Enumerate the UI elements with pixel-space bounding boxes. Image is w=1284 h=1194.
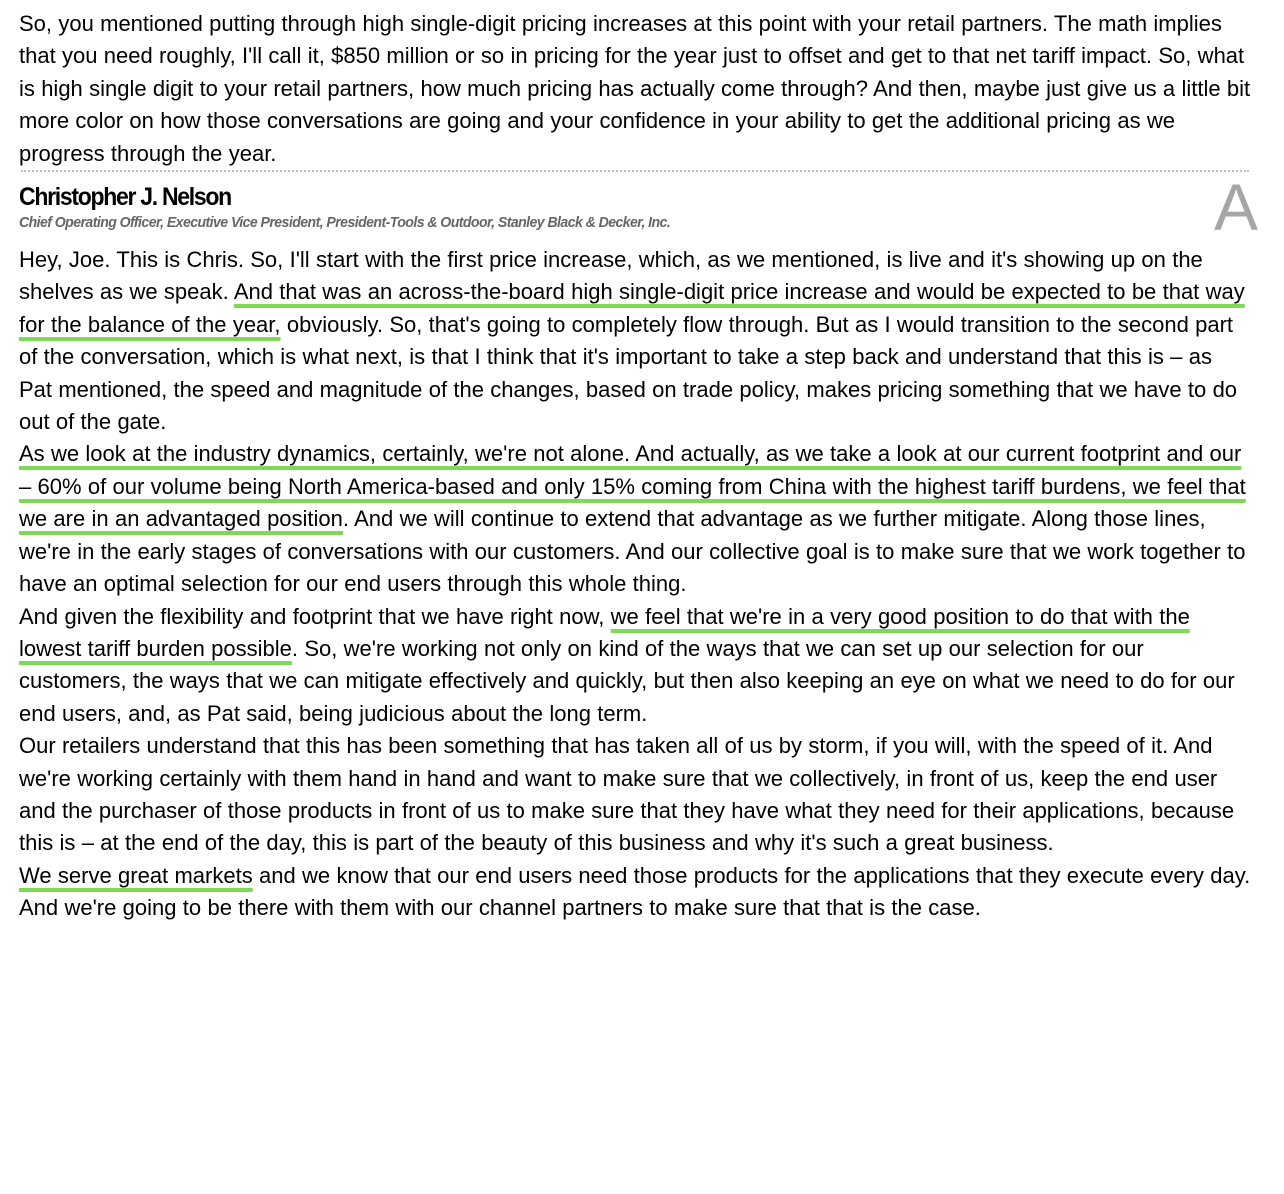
answer-paragraph-1 [19, 244, 1251, 438]
answer-paragraph-3 [19, 601, 1251, 731]
question-paragraph: So, you mentioned putting through high single-digit pricing increases at this point with your retail partners. The math implies that you need roughly, I'll call it, $850 million or so in pricing for the year just to offset and get to that net tariff impact. So, what is high single digit to your retail partners, how much pricing has actually come through? And then, maybe just give us a little bit more color on how those conversations are going and your confidence in your ability to get the additional pricing as we progress through the year. [19, 11, 1251, 166]
paragraph-text: Hey, Joe. This is Chris. So, I'll start with the first price increase, which, as we mentioned, is live and it's showing up on the shelves as we speak. [19, 247, 1203, 305]
paragraph-text: . And we will continue to extend that advantage as we further mitigate. Along those lines, we're in the early stages of conversations with our customers. And our collective goal is to make sure that we work together to have an optimal selection for our end users through this whole thing. [19, 506, 1246, 597]
highlighted-text: We serve great markets [19, 862, 253, 888]
paragraph-text: and we know that our end users need those products for the applications that they execute every day. And we're going to be there with them with our channel partners to make sure that that is the case. [19, 862, 1251, 921]
paragraph-text: And given the flexibility and footprint that we have right now, [19, 603, 611, 629]
speaker-header [19, 170, 1258, 245]
highlighted-text: And that was an across-the-board high single-digit price increase and would be expected to be that way for the balance of the year, [19, 279, 1245, 337]
highlighted-text: As we look at the industry dynamics, certainly, we're not alone. And actually, as we take a look at our current footprint and our – 60% of our volume being North America-based and only 15% coming from China with the highest tariff burdens, we feel that we are in an advantaged position [19, 441, 1246, 532]
answer-role-letter: A [1213, 170, 1258, 245]
transcript-page [19, 8, 1258, 925]
answer-paragraph-4: Our retailers understand that this has been something that has taken all of us by storm, if you will, with the speed of it. And we're working certainly with them hand in hand and want to make sure that we collectively, in front of us, keep the end user and the purchaser of those products in front of us to make sure that they have what they need for their applications, because this is – at the end of the day, this is part of the beauty of this business and why it's such a great business. [19, 733, 1235, 856]
highlighted-text: we feel that we're in a very good position to do that with the lowest tariff burden possible [19, 603, 1190, 661]
paragraph-text: . So, we're working not only on kind of the ways that we can set up our selection for our customers, the ways that we can mitigate effectively and quickly, but then also keeping an eye on what we need to do for our end users, and, as Pat said, being judicious about the long term. [19, 635, 1235, 726]
section-divider [21, 170, 1249, 172]
answer-paragraph-2 [19, 438, 1251, 600]
speaker-title: Chief Operating Officer, Executive Vice President, President-Tools & Outdoor, Stanley Black & Decker, Inc. [19, 214, 671, 232]
answer-paragraph-5 [19, 860, 1251, 925]
paragraph-text: obviously. So, that's going to completely flow through. But as I would transition to the second part of the conversation, which is what next, is that I think that it's important to take a step back and understand that this is – as Pat mentioned, the speed and magnitude of the changes, based on trade policy, makes pricing something that we have to do out of the gate. [19, 311, 1238, 435]
speaker-name: Christopher J. Nelson [19, 183, 231, 212]
